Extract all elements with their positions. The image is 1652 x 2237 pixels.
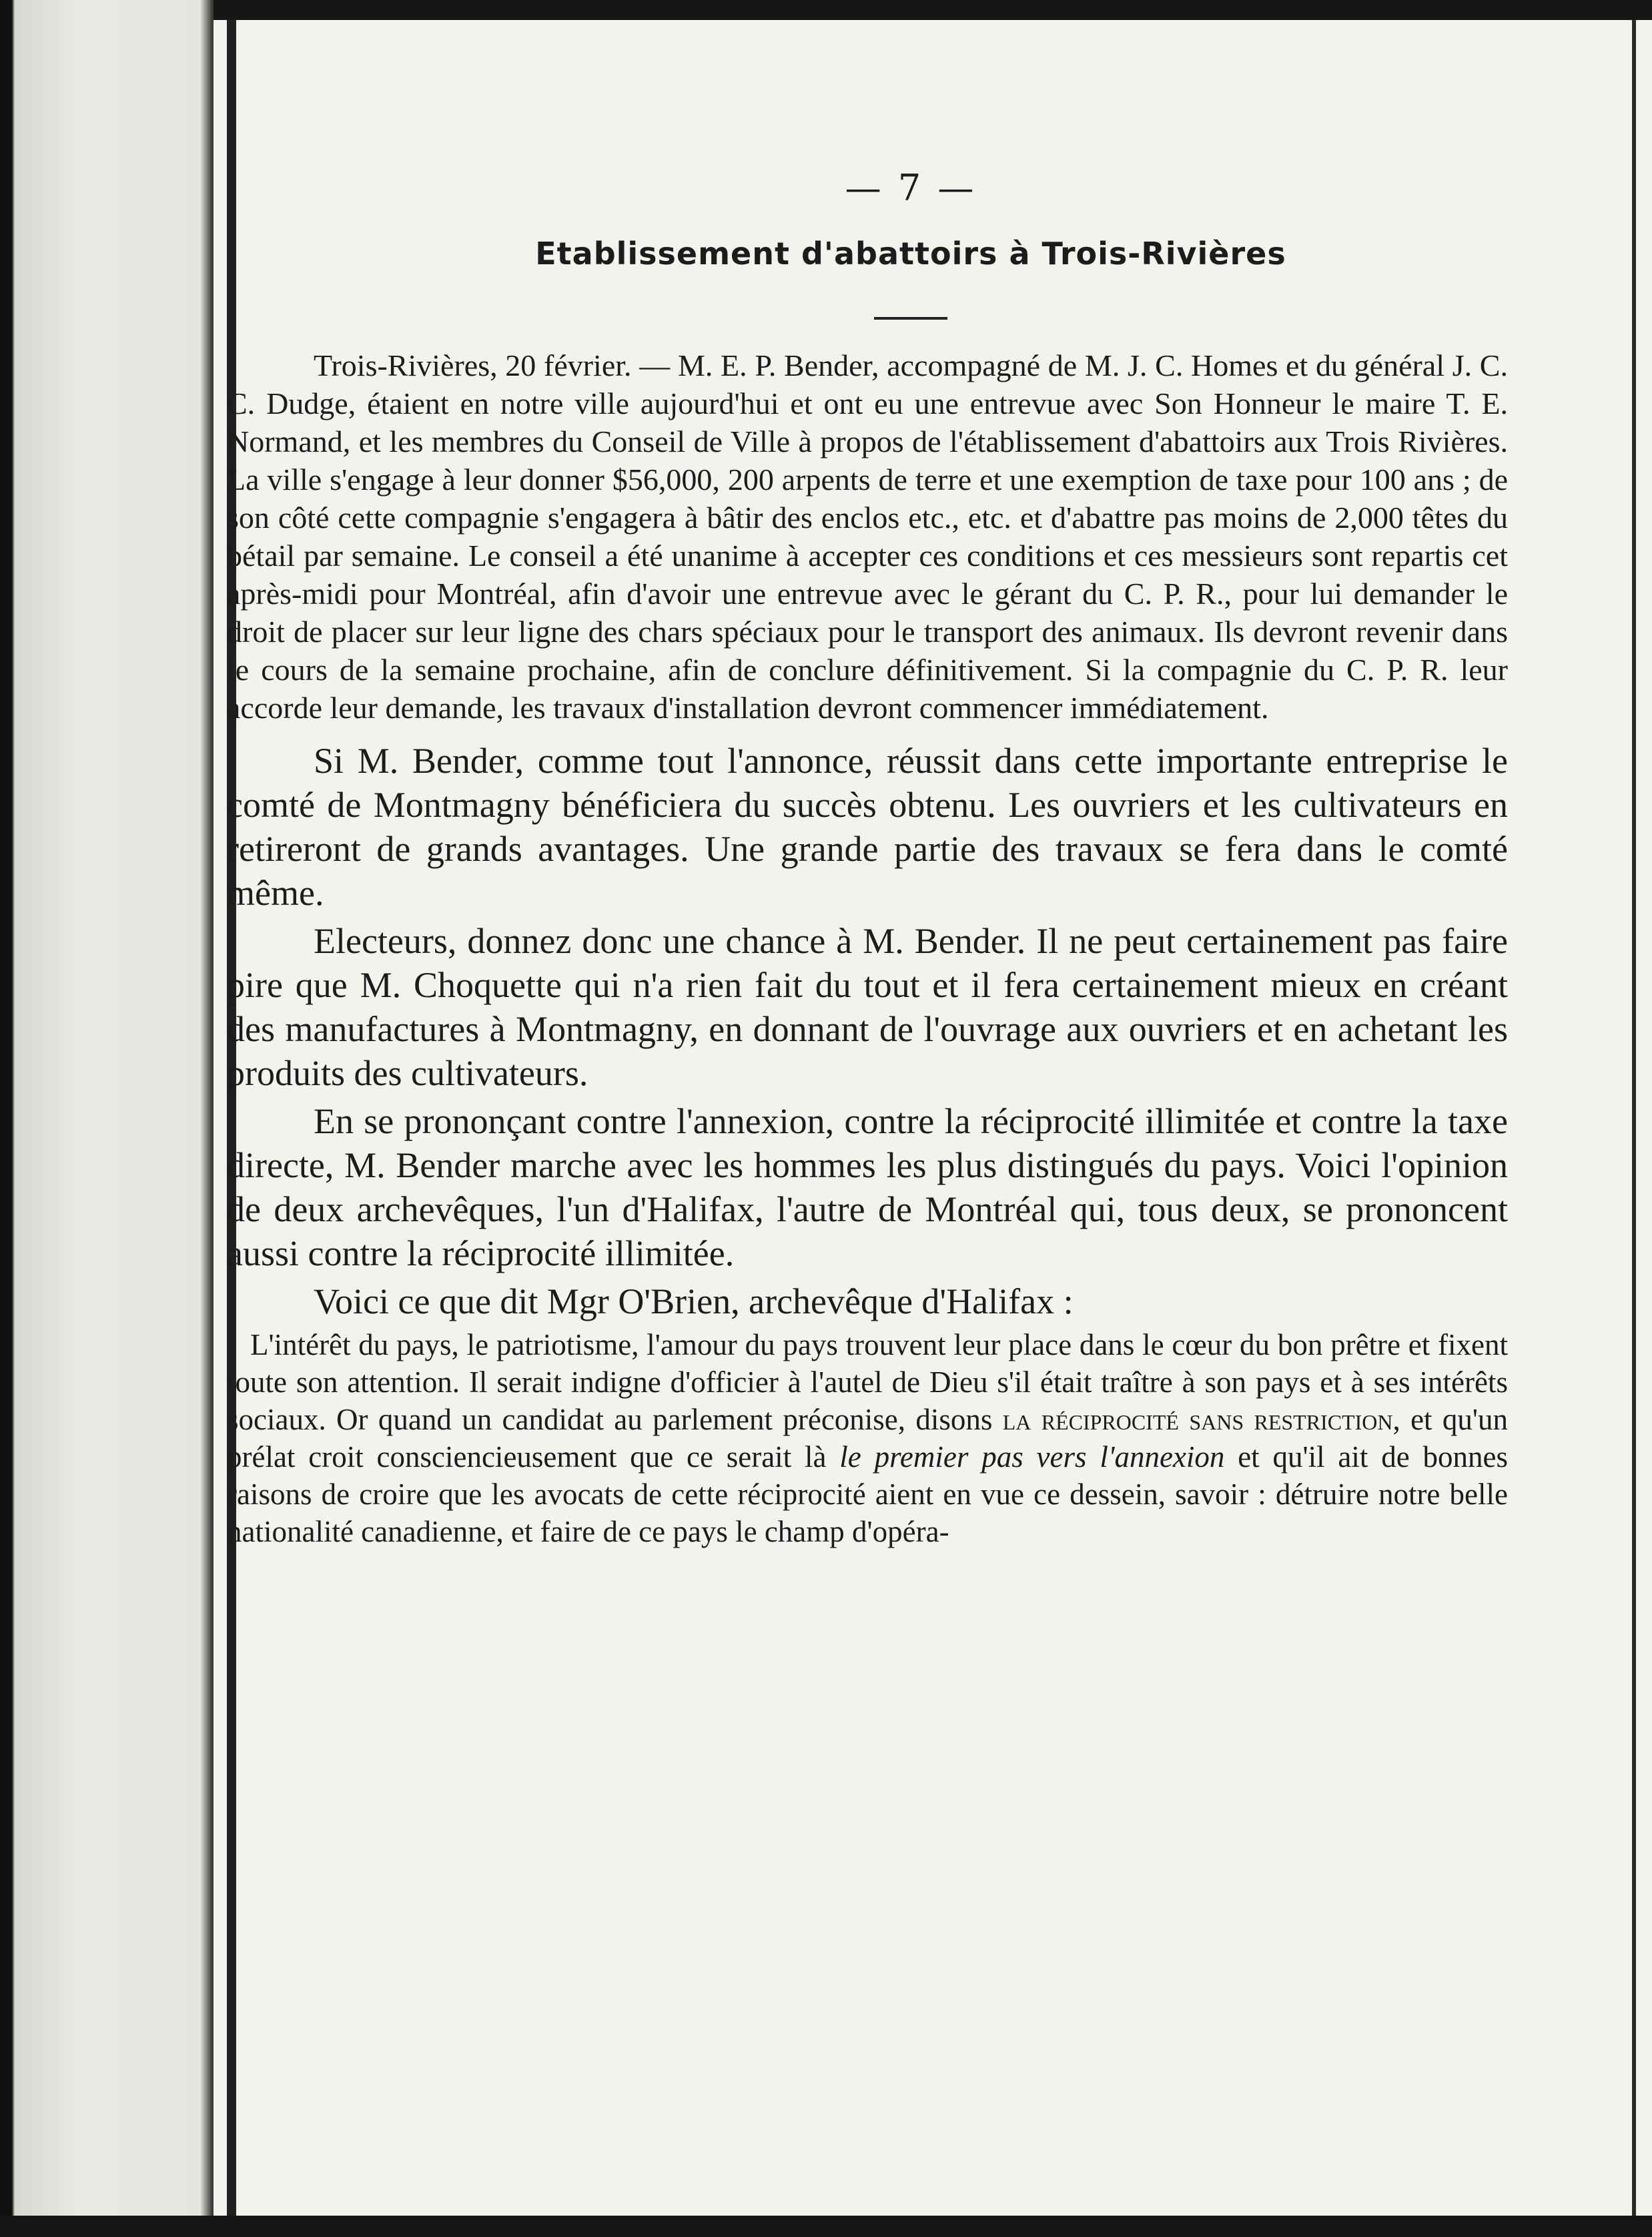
news-report-paragraph: Trois-Rivières, 20 février. — M. E. P. Bender, accompagné de M. J. C. Homes et du général J. C. C. Dudge, étaient en notre ville aujourd'hui et ont eu une entrevue avec Son Honneur le maire T. E. Normand, et les membres du Conseil de Ville à propos de l'établissement d'abattoirs aux Trois Rivières. La ville s'engage à leur donner $56,000, 200 arpents de terre et une exemption de taxe pour 100 ans ; de son côté cette compagnie s'engagera à bâtir des enclos etc., etc. et d'abattre pas moins de 2,000 têtes du bétail par semaine. Le conseil a été unanime à accepter ces conditions et ces messieurs sont repartis cet après-midi pour Montréal, afin d'avoir une entrevue avec le gérant du C. P. R., pour lui demander le droit de placer sur leur ligne des chars spéciaux pour le transport des animaux. Ils devront revenir dans le cours de la semaine prochaine, afin de conclure définitivement. Si la compagnie du C. P. R. leur accorde leur demande, les travaux d'installation devront commencer immédiatement. <box>227 348 1508 725</box>
quote-introduction: Voici ce que dit Mgr O'Brien, archevêque d'Halifax : <box>314 1281 1074 1321</box>
quote-smallcaps-phrase: la réciprocité sans restriction <box>1002 1403 1393 1436</box>
page-number: — 7 — <box>845 167 977 209</box>
quote-italic-phrase: le premier pas vers l'annexion <box>839 1440 1225 1474</box>
body-paragraph-annexion: En se prononçant contre l'annexion, contre la réciprocité illimitée et contre la taxe directe, M. Bender marche avec les hommes les plus distingués du pays. Voici l'opinion de deux archevêques, l'un d'Halifax, l'autre de Montréal qui, tous deux, se prononcent aussi contre la réciprocité illimitée. <box>227 1101 1508 1273</box>
article-title: Etablissement d'abattoirs à Trois-Rivières <box>535 236 1286 272</box>
scan-binding-gutter <box>0 0 214 2237</box>
scan-top-edge <box>0 0 1652 20</box>
body-paragraph-electeurs: Electeurs, donnez donc une chance à M. Bender. Il ne peut certainement pas faire pire que M. Choquette qui n'a rien fait du tout et il fera certainement mieux en créant des manufactures à Montmagny, en donnant de l'ouvrage aux ouvriers et en achetant les produits des cultivateurs. <box>227 921 1508 1093</box>
scan-bottom-edge <box>0 2216 1652 2237</box>
quote-text-part2: , et qu'un prélat croit consciencieusement que ce serait là <box>227 1403 1508 1474</box>
body-paragraph-bender-success: Si M. Bender, comme tout l'annonce, réussit dans cette importante entreprise le comté de Montmagny bénéficiera du succès obtenu. Les ouvriers et les cultivateurs en retireront de grands avantages. Une grande partie des travaux se fera dans le comté même. <box>227 741 1508 913</box>
page-right-edge <box>1632 20 1636 2216</box>
page-content <box>227 167 1508 1550</box>
quote-text-part1: L'intérêt du pays, le patriotisme, l'amour du pays trouvent leur place dans le cœur du bon prêtre et fixent toute son attention. Il serait indigne d'officier à l'autel de Dieu s'il était traître à son pays et à ses intérêts sociaux. Or quand un candidat au parlement préconise, disons <box>227 1328 1508 1436</box>
title-separator <box>874 317 947 320</box>
archbishop-quote <box>227 1326 1508 1550</box>
quote-text-part3: et qu'il ait de bonnes raisons de croire que les avocats de cette réciprocité aient en vue ce dessein, savoir : détruire notre belle nationalité canadienne, et faire de ce pays le champ d'opéra- <box>227 1440 1508 1548</box>
